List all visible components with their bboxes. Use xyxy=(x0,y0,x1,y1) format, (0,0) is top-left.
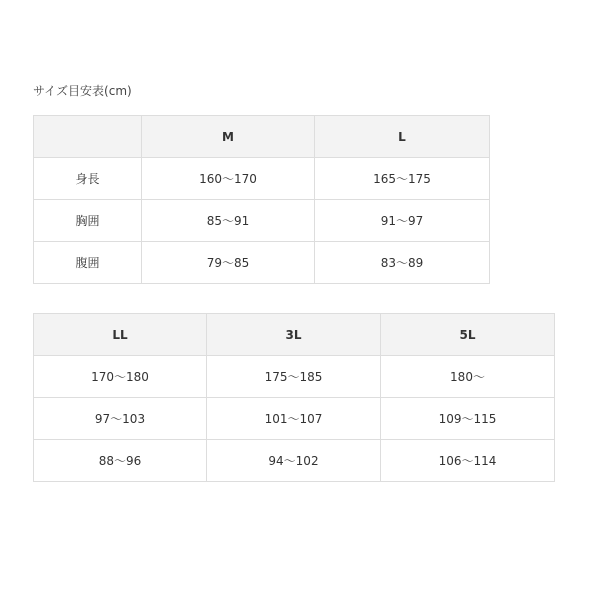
size-header-5l: 5L xyxy=(381,314,555,356)
table-header-row xyxy=(34,116,490,158)
table-row xyxy=(34,200,490,242)
row-label-waist: 腹囲 xyxy=(34,242,142,284)
table-row xyxy=(34,356,555,398)
size-chart-title: サイズ目安表(cm) xyxy=(33,84,132,98)
table-cell: 94〜102 xyxy=(207,440,381,482)
table-cell: 101〜107 xyxy=(207,398,381,440)
table-cell: 97〜103 xyxy=(34,398,207,440)
table-row xyxy=(34,158,490,200)
table-cell: 180〜 xyxy=(381,356,555,398)
table-cell: 165〜175 xyxy=(315,158,490,200)
size-header-l: L xyxy=(315,116,490,158)
size-header-ll: LL xyxy=(34,314,207,356)
row-label-chest: 胸囲 xyxy=(34,200,142,242)
size-header-3l: 3L xyxy=(207,314,381,356)
size-header-m: M xyxy=(142,116,315,158)
size-table-m-l xyxy=(33,115,490,284)
table-row xyxy=(34,440,555,482)
table-corner-cell xyxy=(34,116,142,158)
table-cell: 91〜97 xyxy=(315,200,490,242)
table-cell: 109〜115 xyxy=(381,398,555,440)
table-cell: 85〜91 xyxy=(142,200,315,242)
table-cell: 175〜185 xyxy=(207,356,381,398)
table-cell: 160〜170 xyxy=(142,158,315,200)
table-header-row xyxy=(34,314,555,356)
table-cell: 79〜85 xyxy=(142,242,315,284)
table-cell: 88〜96 xyxy=(34,440,207,482)
table-cell: 170〜180 xyxy=(34,356,207,398)
table-row xyxy=(34,398,555,440)
table-row xyxy=(34,242,490,284)
table-cell: 83〜89 xyxy=(315,242,490,284)
row-label-height: 身長 xyxy=(34,158,142,200)
size-table-ll-3l-5l xyxy=(33,313,555,482)
table-cell: 106〜114 xyxy=(381,440,555,482)
